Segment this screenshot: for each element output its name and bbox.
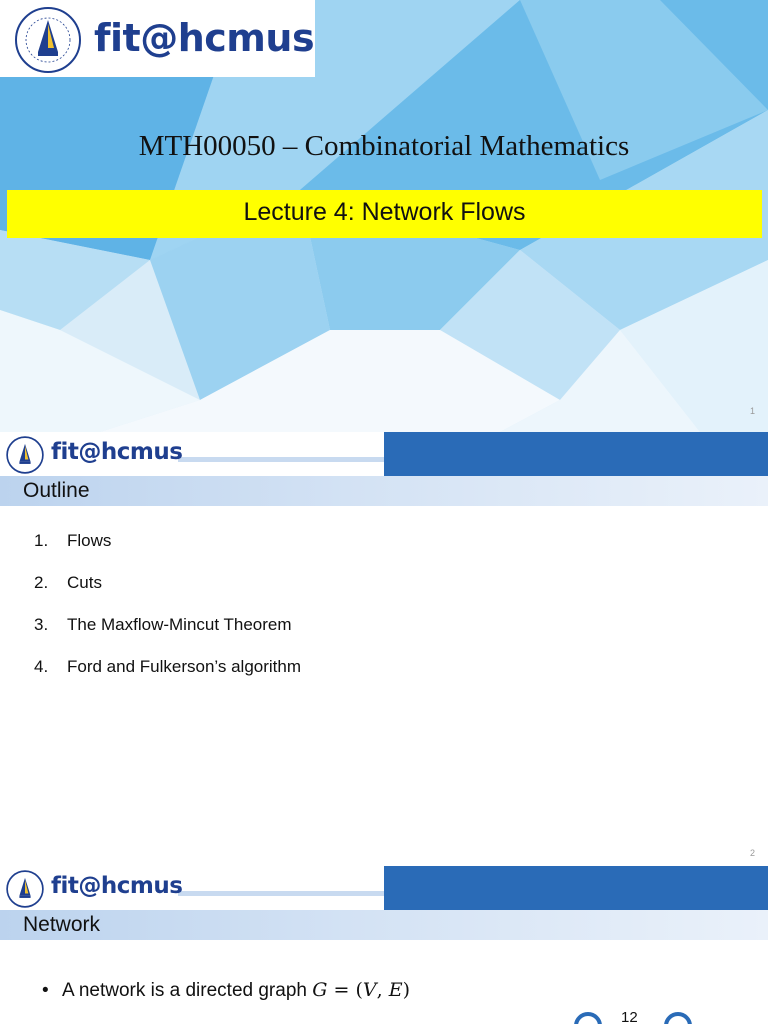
brand-logo-text: fit@hcmus [94,16,315,60]
section-title-bar [0,476,768,506]
bullet-dot: • [42,980,49,1001]
brand-logo-text: fit@hcmus [51,873,183,899]
bullet-text: A network is a directed graph [61,980,313,1001]
list-item: 4. Ford and Fulkerson’s algorithm [34,657,302,676]
university-seal-icon [6,870,44,908]
course-title: MTH00050 – Combinatorial Mathematics [138,130,630,162]
lecture-title-bar [7,190,762,238]
page-number: 1 [750,406,756,416]
university-seal-icon [6,436,44,474]
header-accent-line [178,891,384,896]
network-slide [0,866,768,1024]
header-blue-band [384,866,768,910]
section-title: Network [23,913,101,936]
page-number: 2 [750,848,756,858]
title-slide [0,0,768,432]
lecture-title: Lecture 4: Network Flows [243,198,526,226]
graph-formula: G = (V, E) [312,979,410,1001]
section-title: Outline [23,479,90,502]
graph-node [576,1014,600,1024]
list-item: 2. Cuts [34,573,102,592]
header-accent-line [178,457,384,462]
list-item: 1. Flows [34,531,112,550]
bullet-definition [42,979,410,1002]
brand-logo-text: fit@hcmus [51,439,183,465]
header-blue-band [384,432,768,476]
edge-capacity-label: 12 [621,1009,638,1024]
university-seal-icon [14,6,82,74]
graph-node [666,1014,690,1024]
outline-list [34,531,301,699]
outline-slide [0,432,768,864]
section-title-bar [0,910,768,940]
list-item: 3. The Maxflow-Mincut Theorem [34,615,292,634]
